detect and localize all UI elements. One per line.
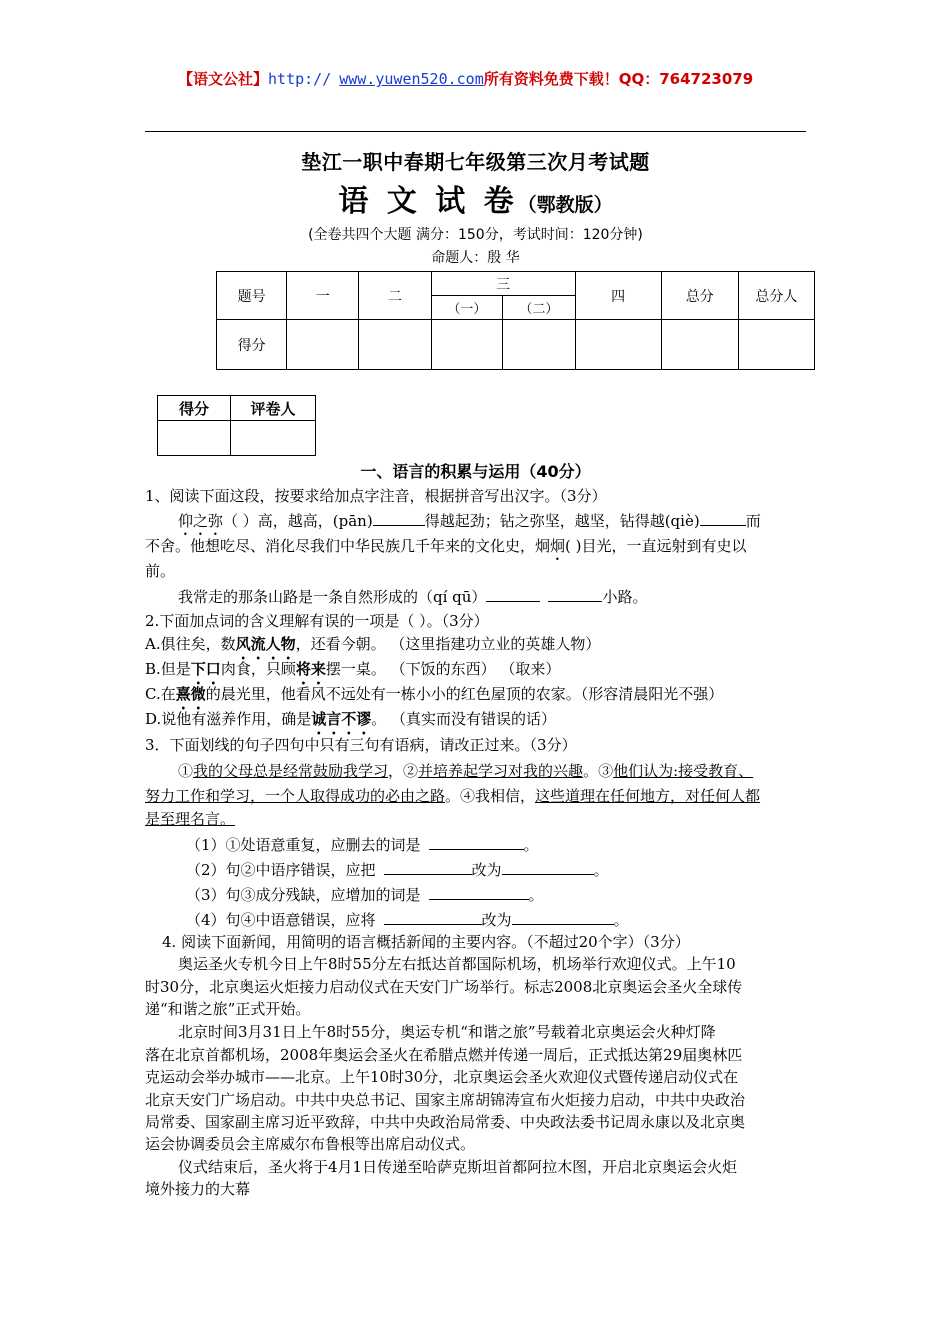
score-header-cell: 三 — [431, 272, 575, 296]
q3-text: 。 — [613, 911, 629, 929]
score-cell[interactable] — [575, 320, 661, 370]
q3-blank[interactable] — [384, 860, 472, 875]
q3-underlined-text: 他们认为:接受教育、 — [613, 762, 754, 780]
q3-line3 — [145, 808, 235, 829]
q3-text: ① — [178, 762, 194, 780]
q3-underlined-text: 努力工作和学习，一个人取得成功的必由之路 — [145, 787, 446, 805]
q3-part3 — [186, 884, 544, 905]
q1-text: 小路。 — [602, 588, 648, 606]
q1-text: 而 — [745, 512, 761, 530]
q2-text: A.俱往矣，数 — [145, 635, 236, 653]
score-cell[interactable] — [661, 320, 738, 370]
score-row-label: 得分 — [217, 320, 287, 370]
q2-dotted-text: 下口 — [190, 660, 221, 678]
score-cell[interactable] — [359, 320, 431, 370]
q3-blank[interactable] — [502, 860, 594, 875]
q3-text: 。 — [593, 861, 609, 879]
q3-part4 — [186, 909, 629, 930]
exam-author: 命题人：殷 华 — [431, 250, 520, 266]
q2-text: C.在 — [145, 685, 176, 703]
q1-blank[interactable] — [486, 587, 540, 602]
q1-text: ( )目光，一直远射到有史以 — [565, 537, 747, 555]
q3-text: （3）句③成分残缺，应增加的词是 — [186, 886, 421, 904]
q3-blank[interactable] — [429, 835, 524, 850]
q1-text: 不舍。他想吃尽、消化尽我们中华民族几千年来的文化史，炯 — [145, 537, 551, 555]
grader-score-cell[interactable] — [158, 421, 231, 456]
q1-line4 — [178, 586, 647, 607]
news-line: 克运动会举办城市——北京。上午10时30分，北京奥运会圣火欢迎仪式暨传递启动仪式在 — [145, 1068, 739, 1086]
score-header-cell: 二 — [359, 272, 431, 320]
news-line: 落在北京首都机场，2008年奥运会圣火在希腊点燃并传递一周后，正式抵达第29届奥林匹 — [145, 1046, 743, 1064]
news-line: 奥运圣火专机今日上午8时55分左右抵达首都国际机场，机场举行欢迎仪式。上午10 — [178, 955, 736, 973]
q3-text: 改为 — [481, 911, 512, 929]
q2-text: 的晨光里，他看风不远处有一栋小小的红色屋顶的农家。（形容清晨阳光不强） — [205, 685, 724, 703]
q1-text: 得越起劲；钻之弥坚，越坚，钻得越(qiè) — [424, 512, 700, 530]
site-url-link[interactable]: www.yuwen520.com — [339, 70, 484, 88]
q1-dotted-text: 仰之弥 — [178, 512, 224, 530]
tagline: 所有资料免费下载！QQ：764723079 — [483, 70, 754, 88]
q2-text: 摆一桌。 （下饭的东西） （取来） — [325, 660, 561, 678]
q2-text: 肉食，只顾 — [220, 660, 296, 678]
q2-stem: 2.下面加点词的含义理解有误的一项是（ ）。（3分） — [145, 612, 489, 630]
score-table — [216, 271, 815, 370]
score-header-cell: 总分人 — [738, 272, 814, 320]
q1-blank[interactable] — [700, 511, 746, 526]
q2-dotted-text: 诚言不谬 — [311, 710, 372, 728]
news-line: 北京天安门广场启动。中共中央总书记、国家主席胡锦涛宣布火炬接力启动，中共中央政治 — [145, 1091, 746, 1109]
news-line: 境外接力的大幕 — [145, 1180, 251, 1198]
news-line: 时30分，北京奥运火炬接力启动仪式在天安门广场举行。标志2008北京奥运会圣火全球传 — [145, 978, 743, 996]
q3-underlined-text: 这些道理在任何地方，对任何人都 — [535, 787, 761, 805]
site-header — [178, 68, 753, 89]
q3-blank[interactable] — [512, 910, 614, 925]
q1-stem: 1、阅读下面这段，按要求给加点字注音，根据拼音写出汉字。（3分） — [145, 487, 607, 505]
q3-underlined-text: 并培养起学习对我的兴趣 — [418, 762, 584, 780]
q3-text: 。 — [528, 886, 544, 904]
q2-dotted-text: 风流人物 — [235, 635, 296, 653]
q2-dotted-text: 将来 — [295, 660, 326, 678]
score-header-cell: 一 — [287, 272, 359, 320]
score-subheader-cell: （二） — [503, 296, 576, 320]
q3-text: 。 — [523, 836, 539, 854]
score-cell[interactable] — [431, 320, 503, 370]
q2-text: 。 （真实而没有错误的话） — [371, 710, 557, 728]
section1-title: 一、语言的积累与运用（40分） — [360, 462, 591, 481]
q2-dotted-text: 熹微 — [175, 685, 206, 703]
q3-part2 — [186, 859, 609, 880]
brand-label: 【语文公社】 — [178, 70, 269, 88]
news-line: 运会协调委员会主席威尔布鲁根等出席启动仪式。 — [145, 1135, 476, 1153]
q3-line2 — [145, 785, 760, 806]
q3-text: （2）句②中语序错误，应把 — [186, 861, 376, 879]
exam-subtitle: 垫江一职中春期七年级第三次月考试题 — [301, 150, 650, 174]
grader-name-header: 评卷人 — [231, 396, 316, 421]
q3-line1 — [178, 760, 753, 781]
q3-blank[interactable] — [384, 910, 482, 925]
q3-part1 — [186, 834, 539, 855]
exam-edition: （鄂教版） — [517, 194, 613, 216]
exam-title-main: 语 文 试 卷 — [338, 184, 518, 219]
score-header-cell: 题号 — [217, 272, 287, 320]
q3-blank[interactable] — [429, 885, 529, 900]
news-line: 递“和谐之旅”正式开始。 — [145, 1000, 311, 1018]
http-label: http:// — [268, 70, 332, 88]
grader-score-header: 得分 — [158, 396, 231, 421]
q3-text: 。④我相信， — [445, 787, 536, 805]
q3-stem: 3．下面划线的句子四句中只有三句有语病，请改正过来。（3分） — [145, 736, 577, 754]
q1-line3: 前。 — [145, 562, 176, 580]
q2-text: D.说他有滋养作用，确是 — [145, 710, 312, 728]
grader-name-cell[interactable] — [231, 421, 316, 456]
score-cell[interactable] — [503, 320, 576, 370]
q1-blank[interactable] — [548, 587, 602, 602]
q2-text: ，还看今朝。 （这里指建功立业的英雄人物） — [295, 635, 601, 653]
header-divider — [145, 131, 806, 132]
score-cell[interactable] — [738, 320, 814, 370]
exam-info: (全卷共四个大题 满分：150分，考试时间：120分钟) — [308, 227, 643, 243]
q3-text: （1）①处语意重复，应删去的词是 — [186, 836, 421, 854]
q2-text: B.但是 — [145, 660, 191, 678]
q3-text: ，② — [388, 762, 419, 780]
news-line: 局常委、国家副主席习近平致辞，中共中央政治局常委、中央政法委书记周永康以及北京奥 — [145, 1113, 746, 1131]
q3-text: 。③ — [583, 762, 614, 780]
q1-text: 我常走的那条山路是一条自然形成的（qí qū） — [178, 588, 487, 606]
q3-underlined-text: 我的父母总是经常鼓励我学习 — [193, 762, 389, 780]
grader-table — [157, 395, 316, 456]
q3-text: （4）句④中语意错误，应将 — [186, 911, 376, 929]
q3-underlined-text: 是至理名言。 — [145, 810, 236, 828]
score-header-cell: 四 — [575, 272, 661, 320]
score-header-cell: 总分 — [661, 272, 738, 320]
q1-line2 — [145, 535, 747, 564]
q4-stem: 4. 阅读下面新闻，用简明的语言概括新闻的主要内容。（不超过20个字）（3分） — [162, 933, 690, 951]
q1-blank[interactable] — [373, 511, 425, 526]
news-line: 仪式结束后，圣火将于4月1日传递至哈萨克斯坦首都阿拉木图，开启北京奥运会火炬 — [178, 1158, 738, 1176]
news-line: 北京时间3月31日上午8时55分，奥运专机“和谐之旅”号载着北京奥运会火种灯降 — [178, 1023, 716, 1041]
score-subheader-cell: （一） — [431, 296, 503, 320]
score-cell[interactable] — [287, 320, 359, 370]
q1-dotted-text: 炯 — [550, 537, 566, 555]
q1-text: （ ）高，越高，(pān) — [223, 512, 373, 530]
q3-text: 改为 — [471, 861, 502, 879]
exam-title — [145, 176, 806, 220]
